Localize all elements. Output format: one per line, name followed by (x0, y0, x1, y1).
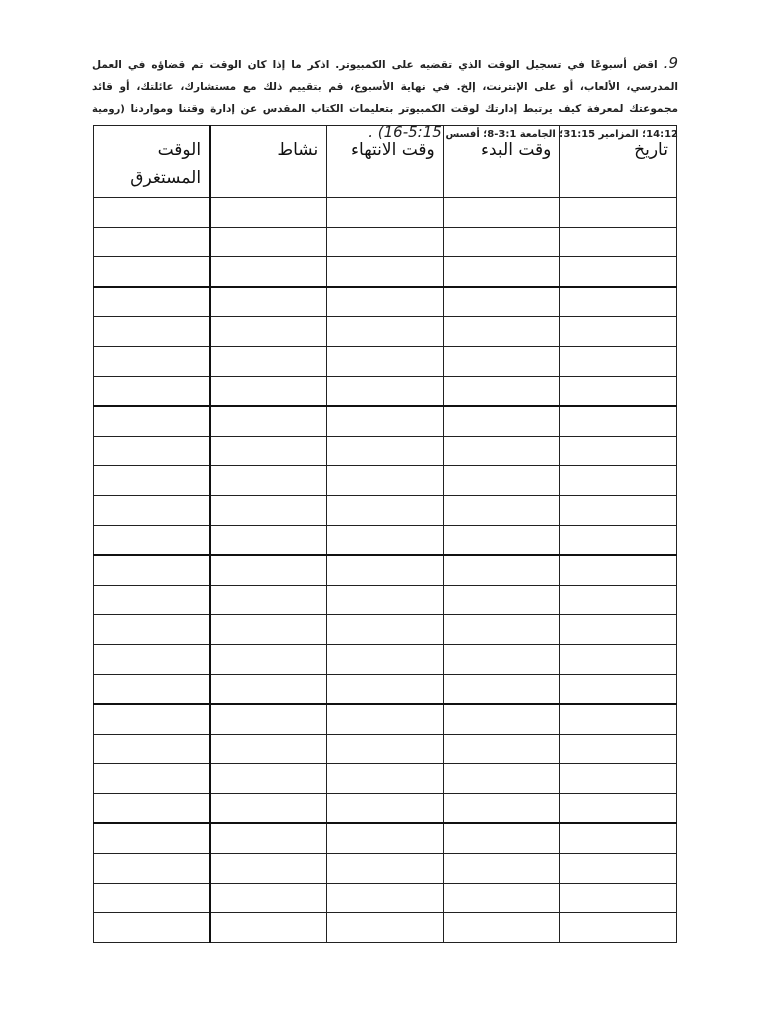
cell-date[interactable] (560, 495, 677, 525)
time-log-table (93, 125, 677, 943)
cell-time-spent[interactable] (94, 615, 211, 645)
cell-end-time[interactable] (327, 198, 444, 228)
cell-end-time[interactable] (327, 704, 444, 734)
cell-time-spent[interactable] (94, 376, 211, 406)
cell-start-time[interactable] (443, 346, 560, 376)
cell-time-spent[interactable] (94, 436, 211, 466)
table-row (94, 793, 677, 823)
table-row (94, 287, 677, 317)
table-row (94, 317, 677, 347)
cell-time-spent[interactable] (94, 883, 211, 913)
cell-time-spent[interactable] (94, 525, 211, 555)
cell-date[interactable] (560, 585, 677, 615)
cell-date[interactable] (560, 555, 677, 585)
cell-start-time[interactable] (443, 227, 560, 257)
cell-end-time[interactable] (327, 585, 444, 615)
cell-start-time[interactable] (443, 674, 560, 704)
cell-activity[interactable] (210, 615, 327, 645)
table-row (94, 585, 677, 615)
cell-end-time[interactable] (327, 495, 444, 525)
cell-start-time[interactable] (443, 615, 560, 645)
cell-start-time[interactable] (443, 883, 560, 913)
cell-end-time[interactable] (327, 376, 444, 406)
cell-time-spent[interactable] (94, 495, 211, 525)
cell-start-time[interactable] (443, 317, 560, 347)
cell-activity[interactable] (210, 764, 327, 794)
cell-activity[interactable] (210, 227, 327, 257)
cell-time-spent[interactable] (94, 317, 211, 347)
cell-date[interactable] (560, 287, 677, 317)
cell-activity[interactable] (210, 854, 327, 884)
table-header-row (94, 126, 677, 198)
cell-end-time[interactable] (327, 764, 444, 794)
table-row (94, 495, 677, 525)
scripture-references: (رومية 14:12؛ المزامير 31:15؛ الجامعة 3:1-8؛ أفسس (92, 104, 678, 140)
scripture-reference-tail: 5:15-16) . (368, 123, 442, 141)
header-activity: نشاط (210, 126, 327, 198)
cell-start-time[interactable] (443, 854, 560, 884)
table-row (94, 823, 677, 853)
table-row (94, 913, 677, 943)
table-row (94, 883, 677, 913)
cell-start-time[interactable] (443, 704, 560, 734)
cell-start-time[interactable] (443, 495, 560, 525)
cell-time-spent[interactable] (94, 823, 211, 853)
cell-time-spent[interactable] (94, 585, 211, 615)
cell-start-time[interactable] (443, 376, 560, 406)
table-row (94, 198, 677, 228)
cell-date[interactable] (560, 644, 677, 674)
cell-time-spent[interactable] (94, 257, 211, 287)
cell-end-time[interactable] (327, 466, 444, 496)
cell-date[interactable] (560, 317, 677, 347)
cell-end-time[interactable] (327, 854, 444, 884)
cell-activity[interactable] (210, 734, 327, 764)
table-row (94, 466, 677, 496)
cell-time-spent[interactable] (94, 346, 211, 376)
cell-activity[interactable] (210, 644, 327, 674)
cell-activity[interactable] (210, 466, 327, 496)
cell-date[interactable] (560, 227, 677, 257)
cell-activity[interactable] (210, 674, 327, 704)
cell-end-time[interactable] (327, 406, 444, 436)
cell-date[interactable] (560, 615, 677, 645)
instructions-body: اقض أسبوعًا في تسجيل الوقت الذي تقضيه على الكمبيوتر. اذكر ما إذا كان الوقت تم قضاؤه في العمل المدرسي، الألعاب، أو على الإنترنت، إلخ. في نهاية الأسبوع، قم بتقييم ذلك مع مستشارك، عائلتك، أو قائد مجموعتك لمعرفة كيف يرتبط إدارتك لوقت الكمبيوتر بتعليمات الكتاب المقدس عن إدارة وقتنا ومواردنا (92, 59, 679, 115)
cell-time-spent[interactable] (94, 227, 211, 257)
cell-activity[interactable] (210, 883, 327, 913)
cell-time-spent[interactable] (94, 466, 211, 496)
cell-end-time[interactable] (327, 674, 444, 704)
cell-end-time[interactable] (327, 525, 444, 555)
cell-end-time[interactable] (327, 436, 444, 466)
cell-date[interactable] (560, 734, 677, 764)
cell-end-time[interactable] (327, 734, 444, 764)
cell-start-time[interactable] (443, 257, 560, 287)
cell-start-time[interactable] (443, 436, 560, 466)
header-end-time: وقت الانتهاء (327, 126, 444, 198)
cell-activity[interactable] (210, 793, 327, 823)
table-row (94, 555, 677, 585)
table-row (94, 704, 677, 734)
table-row (94, 346, 677, 376)
cell-activity[interactable] (210, 317, 327, 347)
cell-end-time[interactable] (327, 555, 444, 585)
cell-activity[interactable] (210, 436, 327, 466)
cell-date[interactable] (560, 466, 677, 496)
cell-start-time[interactable] (443, 406, 560, 436)
cell-date[interactable] (560, 376, 677, 406)
cell-activity[interactable] (210, 495, 327, 525)
cell-end-time[interactable] (327, 317, 444, 347)
cell-end-time[interactable] (327, 227, 444, 257)
cell-end-time[interactable] (327, 793, 444, 823)
cell-date[interactable] (560, 704, 677, 734)
cell-start-time[interactable] (443, 466, 560, 496)
table-row (94, 674, 677, 704)
cell-date[interactable] (560, 764, 677, 794)
header-start-time: وقت البدء (443, 126, 560, 198)
cell-start-time[interactable] (443, 764, 560, 794)
cell-date[interactable] (560, 257, 677, 287)
cell-start-time[interactable] (443, 734, 560, 764)
table-row (94, 257, 677, 287)
cell-activity[interactable] (210, 823, 327, 853)
cell-activity[interactable] (210, 346, 327, 376)
cell-end-time[interactable] (327, 913, 444, 943)
cell-activity[interactable] (210, 406, 327, 436)
table-row (94, 406, 677, 436)
cell-start-time[interactable] (443, 913, 560, 943)
table-row (94, 227, 677, 257)
cell-date[interactable] (560, 674, 677, 704)
cell-date[interactable] (560, 913, 677, 943)
cell-end-time[interactable] (327, 346, 444, 376)
cell-time-spent[interactable] (94, 854, 211, 884)
cell-date[interactable] (560, 854, 677, 884)
cell-time-spent[interactable] (94, 555, 211, 585)
cell-end-time[interactable] (327, 644, 444, 674)
cell-end-time[interactable] (327, 257, 444, 287)
table-row (94, 644, 677, 674)
cell-date[interactable] (560, 436, 677, 466)
cell-time-spent[interactable] (94, 913, 211, 943)
cell-end-time[interactable] (327, 287, 444, 317)
cell-activity[interactable] (210, 913, 327, 943)
cell-date[interactable] (560, 883, 677, 913)
header-date: تاريخ (560, 126, 677, 198)
cell-start-time[interactable] (443, 793, 560, 823)
cell-start-time[interactable] (443, 287, 560, 317)
cell-activity[interactable] (210, 198, 327, 228)
table-row (94, 376, 677, 406)
table-row (94, 764, 677, 794)
cell-activity[interactable] (210, 287, 327, 317)
table-row (94, 525, 677, 555)
cell-date[interactable] (560, 346, 677, 376)
cell-activity[interactable] (210, 257, 327, 287)
cell-time-spent[interactable] (94, 406, 211, 436)
cell-end-time[interactable] (327, 883, 444, 913)
cell-start-time[interactable] (443, 555, 560, 585)
table-row (94, 615, 677, 645)
cell-date[interactable] (560, 406, 677, 436)
cell-time-spent[interactable] (94, 764, 211, 794)
cell-start-time[interactable] (443, 644, 560, 674)
cell-time-spent[interactable] (94, 734, 211, 764)
cell-date[interactable] (560, 198, 677, 228)
cell-activity[interactable] (210, 704, 327, 734)
table-body (94, 198, 677, 943)
question-number: 9. (663, 54, 678, 72)
cell-date[interactable] (560, 793, 677, 823)
table-row (94, 436, 677, 466)
cell-time-spent[interactable] (94, 704, 211, 734)
cell-activity[interactable] (210, 585, 327, 615)
table-row (94, 854, 677, 884)
cell-end-time[interactable] (327, 615, 444, 645)
cell-activity[interactable] (210, 555, 327, 585)
header-time-spent: الوقت المستغرق (94, 126, 211, 198)
cell-date[interactable] (560, 525, 677, 555)
cell-time-spent[interactable] (94, 198, 211, 228)
cell-activity[interactable] (210, 525, 327, 555)
cell-activity[interactable] (210, 376, 327, 406)
cell-start-time[interactable] (443, 823, 560, 853)
cell-end-time[interactable] (327, 823, 444, 853)
cell-start-time[interactable] (443, 525, 560, 555)
cell-date[interactable] (560, 823, 677, 853)
cell-time-spent[interactable] (94, 674, 211, 704)
cell-start-time[interactable] (443, 198, 560, 228)
cell-time-spent[interactable] (94, 287, 211, 317)
cell-start-time[interactable] (443, 585, 560, 615)
table-row (94, 734, 677, 764)
cell-time-spent[interactable] (94, 644, 211, 674)
cell-time-spent[interactable] (94, 793, 211, 823)
